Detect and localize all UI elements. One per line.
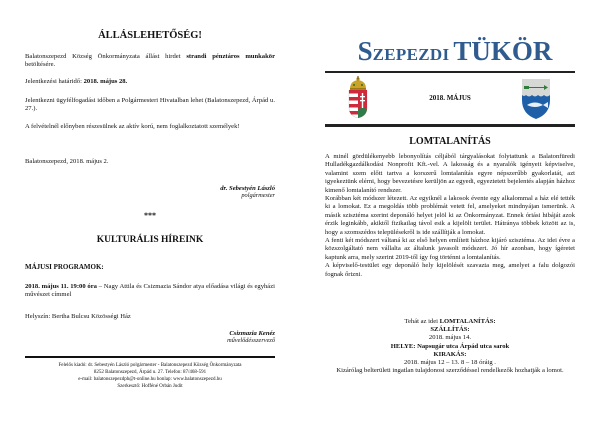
hungarian-coat-of-arms-icon — [345, 76, 371, 120]
signature-role: polgármester — [241, 192, 275, 199]
job-ad-title: ÁLLÁSLEHETŐSÉG! — [98, 30, 202, 41]
unload-dates: 2018. május 12 – 13. 8 – 18 óráig . — [404, 359, 496, 367]
summary-heading: Tehát az idei LOMTALANÍTÁS: — [404, 318, 496, 325]
job-ad-apply-info: Jelentkezni ügyfélfogadási időben a Polgármesteri Hivatalban lehet (Balatonszepezd, Árpád u. 27.). — [25, 97, 275, 113]
delivery-label: SZÁLLÍTÁS: — [430, 326, 470, 334]
town-coat-of-arms-icon — [520, 78, 552, 120]
signature-name: dr. Sebestyén László — [220, 185, 275, 192]
masthead-title: SZEPEZDI TÜKÖR — [357, 36, 553, 66]
article-body — [325, 153, 575, 279]
masthead-divider-top — [325, 71, 575, 73]
footer-address: 8252 Balatonszepezd, Árpád u. 27. Telefon: 87/468-591 — [93, 370, 207, 375]
section-separator: *** — [144, 211, 156, 220]
publisher-footer — [25, 362, 275, 390]
programs-subtitle: MÁJUSI PROGRAMOK: — [25, 263, 104, 271]
job-ad-intro: Balatonszepezd Község Önkormányzata állást hirdet strandi pénztáros munkakör betöltésére. — [25, 53, 275, 69]
unload-label: KIRAKÁS: — [433, 350, 467, 358]
footer-editor: Szerkesztő: Hofféné Orbán Judit — [117, 384, 183, 389]
masthead-divider-bottom — [325, 124, 575, 127]
article-title: LOMTALANÍTÁS — [409, 136, 491, 147]
footer-contact: e-mail: balatonszepezdph@t-online.hu honlap: www.balatonszepezd.hu — [78, 377, 222, 382]
program-venue: Helyszín: Bertha Bulcsu Közösségi Ház — [25, 313, 131, 320]
culture-title: KULTURÁLIS HÍREINK — [96, 235, 204, 245]
job-ad-place-date: Balatonszepezd, 2018. május 2. — [25, 158, 109, 165]
article-summary — [325, 318, 575, 375]
footer-publisher: Felelős kiadó: dr. Sebestyén László polgármester - Balatonszepezd Község Önkormányzata — [58, 363, 242, 368]
article-paragraph: Korábban két módszer létezett. Az egyiknél a lakosok évente egy alkalommal a ház elé tették ki a lomokat. Ez a megoldás több problémát vetett fel, amelyeket mindnyájan ismerünk. A másik szisztéma szerint deponáló helyet jelöl ki az Önkormányzat. Ennek óriási hibáját azok érzik leginkább, akiktől fizikailag távol esik a kijelölt terület. Hátránya többek között az is, hogy a szomszédos településekről is ide szállítják a lomokat. — [325, 195, 575, 236]
right-page — [300, 0, 600, 424]
footer-divider — [25, 356, 275, 358]
article-paragraph: A fenti két módszert váltaná ki az első helyen említett házhoz kijáró szisztéma. Az idei évre a közszolgáltató nem vállalta az általunk javasolt módszert. Jó hír azonban, hogy ígéretet kaptunk arra, mely szerint 2019-től így fog történni a lomtalanítás. — [325, 237, 575, 261]
article-paragraph: A képviselő-testület egy deponáló hely kijelölését szavazta meg, amelyet a falu dolgozói fognak őrizni. — [325, 262, 575, 278]
article-paragraph: A minél gördülékenyebb lebonyolítás céljából tárgyalásokat folytattunk a Balatonfüredi Hulladékgazdálkodási Nonprofit Kft.-vel. A lakosság és a nyaralók igényeit képviselve, valamint szem előtt tartva a korszerű lomtalanítás egyre népszerűbb gyakorlatát, azt igyekeztünk elérni, hogy bevezetésre kerüljön az egyedi, egyeztetett bejelentés alapján házhoz kimenő lomtalanító rendszer. — [325, 153, 575, 194]
job-ad-deadline: Jelentkezési határidő: 2018. május 28. — [25, 78, 128, 85]
signature-role: művelődésszervező — [227, 337, 275, 344]
location: HELYE: Napsugár utca Árpád utca sarok — [390, 342, 510, 350]
issue-date: 2018. MÁJUS — [429, 94, 471, 102]
eligibility-note: Kizárólag belterületi ingatlan tulajdonosi szerződéssel rendelkezők hozhatják a lomot. — [336, 367, 564, 375]
signature-name: Csizmazia Kenéz — [229, 330, 275, 337]
culture-signature — [25, 330, 275, 344]
job-ad-preference: A felvételnél előnyben részesülnek az aktív korú, nem foglalkoztatott személyek! — [25, 123, 240, 130]
job-ad-signature — [25, 185, 275, 199]
program-event: 2018. május 11. 19:00 óra – Nagy Attila és Csizmazia Sándor atya előadása világi és egyházi művészet címmel — [25, 283, 275, 299]
delivery-date: 2018. május 14. — [428, 334, 472, 342]
